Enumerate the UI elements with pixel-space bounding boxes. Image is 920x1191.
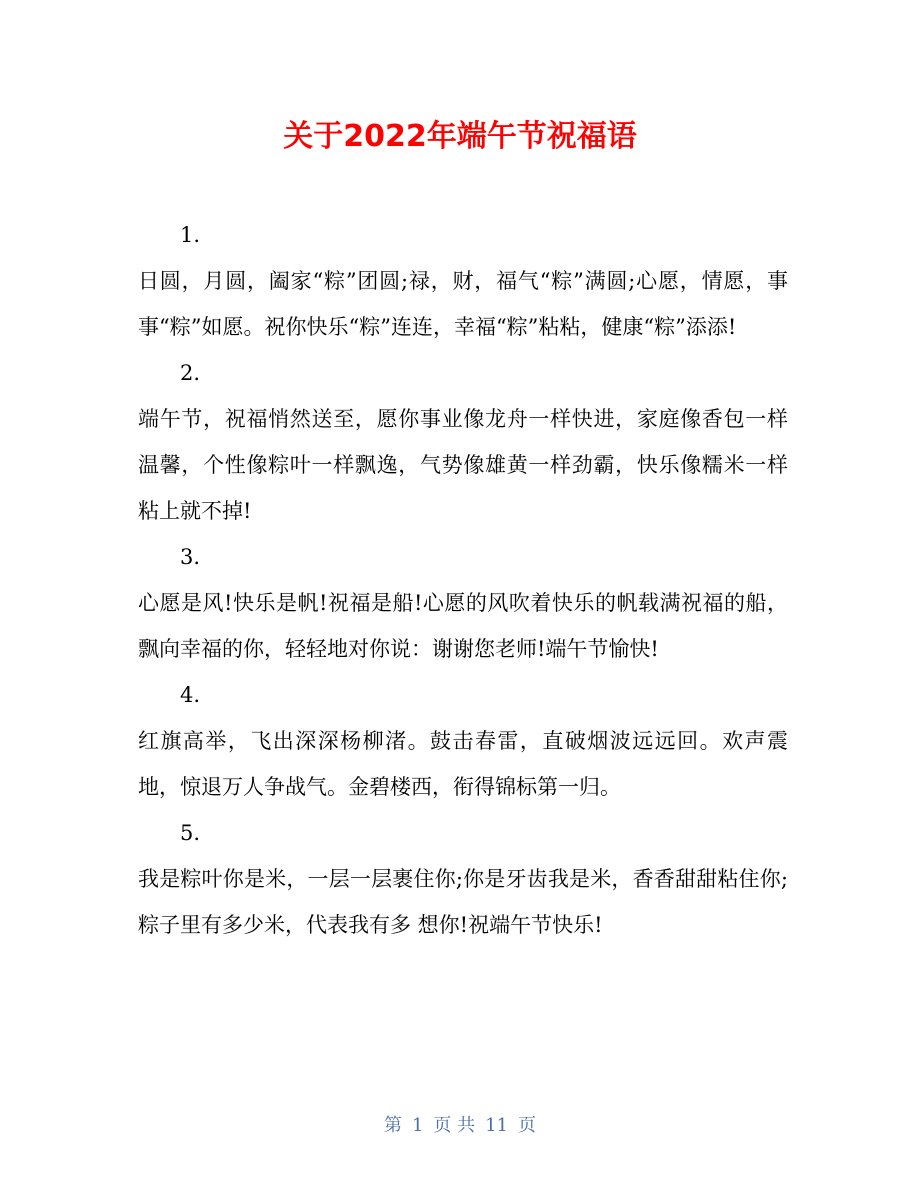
entry-number: 2.	[180, 361, 201, 385]
list-item	[138, 212, 788, 350]
footer-suffix: 页	[518, 1115, 537, 1136]
entry-number: 3.	[180, 545, 201, 569]
blessing-list	[138, 212, 788, 948]
footer-prefix: 第	[383, 1115, 402, 1136]
list-item	[138, 810, 788, 948]
footer-middle: 页 共	[433, 1115, 476, 1136]
list-item	[138, 534, 788, 672]
entry-text: 日圆，月圆，阖家“粽”团圆;禄，财，福气“粽”满圆;心愿，情愿，事事“粽”如愿。祝你快乐“粽”连连，幸福“粽”粘粘，健康“粽”添添!	[138, 269, 788, 339]
list-item	[138, 672, 788, 810]
entry-text: 红旗高举，飞出深深杨柳渚。鼓击春雷，直破烟波远远回。欢声震地，惊退万人争战气。金碧楼西，衔得锦标第一归。	[138, 729, 788, 799]
document-title: 关于2022年端午节祝福语	[283, 119, 637, 154]
page-footer	[0, 1112, 920, 1140]
entry-number: 1.	[180, 223, 201, 247]
entry-number: 5.	[180, 821, 201, 845]
footer-total-pages: 11	[485, 1115, 509, 1136]
footer-current-page: 1	[411, 1115, 424, 1136]
entry-number: 4.	[180, 683, 201, 707]
list-item	[138, 350, 788, 534]
entry-text: 端午节，祝福悄然送至，愿你事业像龙舟一样快进，家庭像香包一样温馨，个性像粽叶一样飘逸，气势像雄黄一样劲霸，快乐像糯米一样粘上就不掉!	[138, 407, 788, 523]
entry-text: 我是粽叶你是米，一层一层裹住你;你是牙齿我是米，香香甜甜粘住你;粽子里有多少米，代表我有多 想你!祝端午节快乐!	[138, 867, 788, 937]
entry-text: 心愿是风!快乐是帆!祝福是船!心愿的风吹着快乐的帆载满祝福的船，飘向幸福的你，轻轻地对你说：谢谢您老师!端午节愉快!	[138, 591, 788, 661]
